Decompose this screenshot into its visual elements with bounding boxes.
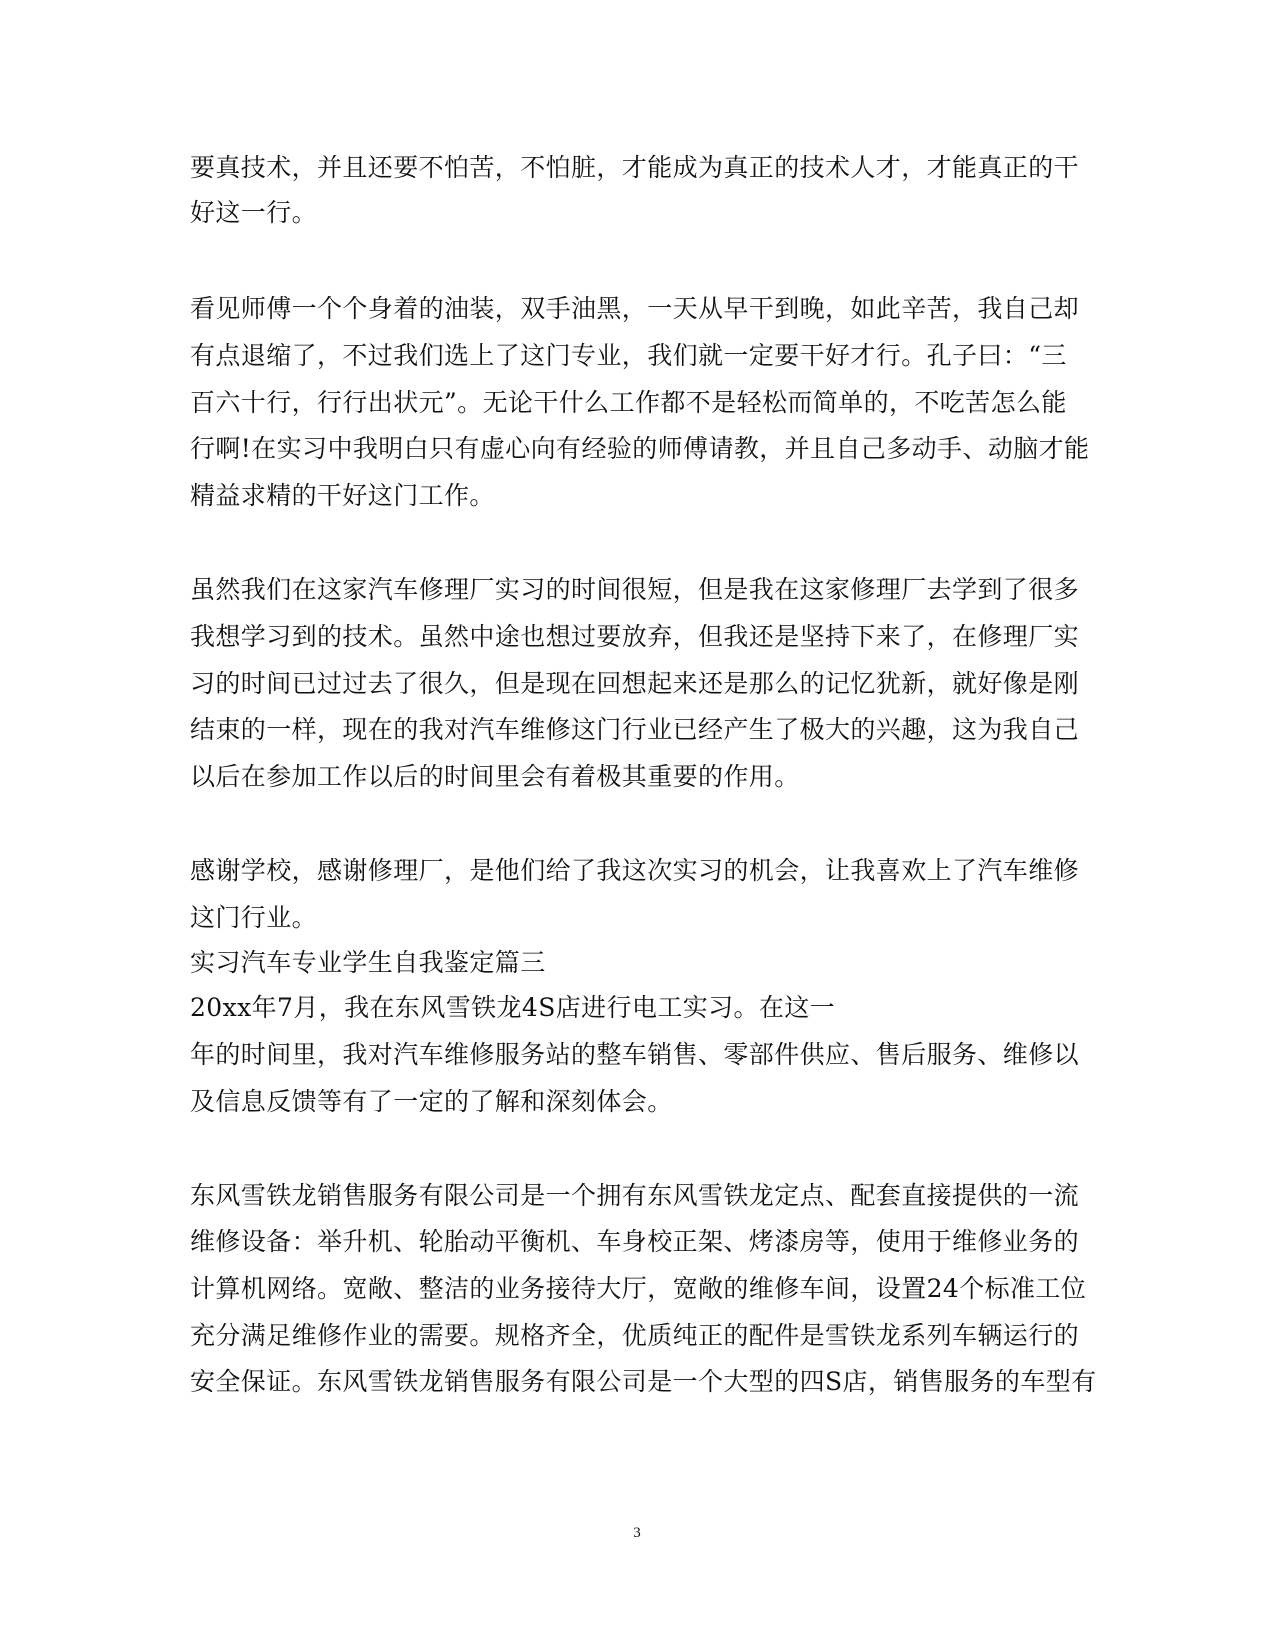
body-text-line: 维修设备：举升机、轮胎动平衡机、车身校正架、烤漆房等，使用于维修业务的 [190, 1227, 1080, 1256]
body-text-line: 20xx年7月，我在东风雪铁龙4S店进行电工实习。在这一 [190, 993, 836, 1022]
body-text-line: 行啊!在实习中我明白只有虚心向有经验的师傅请教，并且自己多动手、动脑才能 [190, 434, 1090, 463]
body-text-line: 好这一行。 [190, 198, 318, 227]
body-text-line: 虽然我们在这家汽车修理厂实习的时间很短，但是我在这家修理厂去学到了很多 [190, 575, 1080, 604]
body-text-line: 充分满足维修作业的需要。规格齐全，优质纯正的配件是雪铁龙系列车辆运行的 [190, 1321, 1080, 1350]
body-text-line: 习的时间已过过去了很久，但是现在回想起来还是那么的记忆犹新，就好像是刚 [190, 669, 1080, 698]
body-text-line: 这门行业。 [190, 903, 318, 932]
body-text-line: 感谢学校，感谢修理厂，是他们给了我这次实习的机会，让我喜欢上了汽车维修 [190, 856, 1080, 885]
body-text-line: 安全保证。东风雪铁龙销售服务有限公司是一个大型的四S店，销售服务的车型有 [190, 1367, 1097, 1396]
body-text-line: 结束的一样，现在的我对汽车维修这门行业已经产生了极大的兴趣，这为我自己 [190, 715, 1080, 744]
body-text-line: 有点退缩了，不过我们选上了这门专业，我们就一定要干好才行。孔子曰：“三 [190, 341, 1067, 370]
body-text-line: 以后在参加工作以后的时间里会有着极其重要的作用。 [190, 762, 800, 791]
body-text-line: 百六十行，行行出状元”。无论干什么工作都不是轻松而简单的，不吃苦怎么能 [190, 388, 1067, 417]
body-text-line: 年的时间里，我对汽车维修服务站的整车销售、零部件供应、售后服务、维修以 [190, 1040, 1080, 1069]
page-number: 3 [633, 1525, 641, 1541]
section-heading: 实习汽车专业学生自我鉴定篇三 [190, 948, 546, 977]
body-text-line: 及信息反馈等有了一定的了解和深刻体会。 [190, 1087, 673, 1116]
body-text-line: 计算机网络。宽敞、整洁的业务接待大厅，宽敞的维修车间，设置24个标准工位 [190, 1274, 1087, 1303]
body-text-line: 看见师傅一个个身着的油装，双手油黑，一天从早干到晚，如此辛苦，我自己却 [190, 294, 1080, 323]
body-text-line: 东风雪铁龙销售服务有限公司是一个拥有东风雪铁龙定点、配套直接提供的一流 [190, 1181, 1080, 1210]
body-text-line: 要真技术，并且还要不怕苦，不怕脏，才能成为真正的技术人才，才能真正的干 [190, 153, 1080, 182]
body-text-line: 精益求精的干好这门工作。 [190, 481, 495, 510]
body-text-line: 我想学习到的技术。虽然中途也想过要放弃，但我还是坚持下来了，在修理厂实 [190, 622, 1080, 651]
